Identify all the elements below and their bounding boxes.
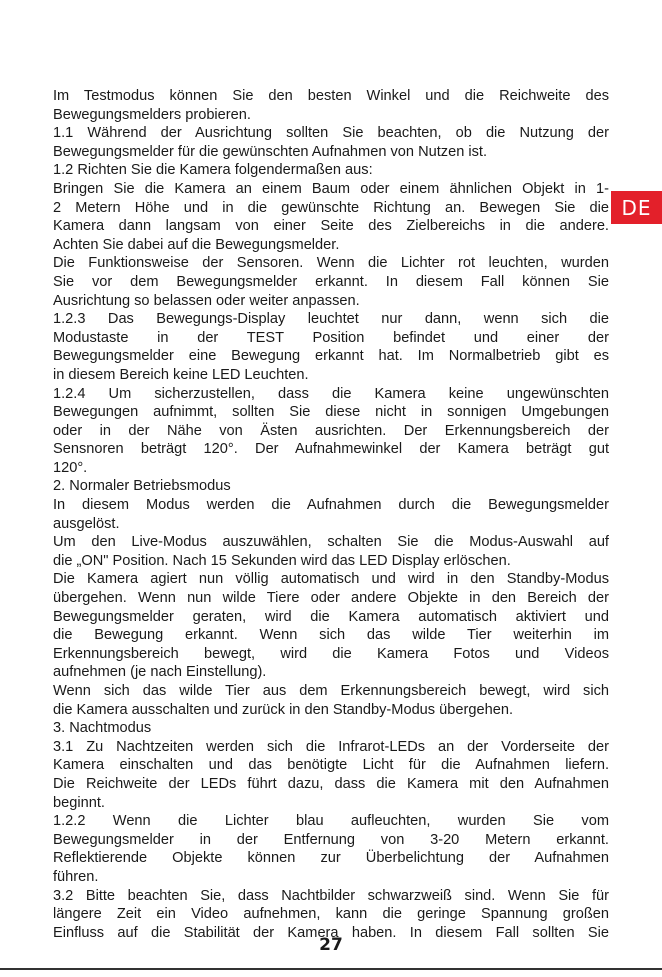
text-line: oder in der Nähe von Ästen ausrichten. Der Erkennungsbereich der xyxy=(53,422,609,439)
text-line: ausgelöst. xyxy=(53,515,120,532)
text-line: aufnehmen (je nach Einstellung). xyxy=(53,664,267,681)
language-tab: DE xyxy=(611,191,662,224)
text-line: Bringen Sie die Kamera an einem Baum oder einem ähnlichen Objekt in 1- xyxy=(53,180,609,197)
text-line: In diesem Modus werden die Aufnahmen durch die Bewegungsmelder xyxy=(53,497,609,514)
text-line: 3.2 Bitte beachten Sie, dass Nachtbilder schwarzweiß sind. Wenn Sie für xyxy=(53,887,609,904)
text-line: Modustaste in der TEST Position befindet und einer der xyxy=(53,329,609,346)
text-line: 1.2 Richten Sie die Kamera folgendermaßen aus: xyxy=(53,162,373,179)
text-line: 1.2.3 Das Bewegungs-Display leuchtet nur dann, wenn sich die xyxy=(53,311,609,328)
text-line: in diesem Bereich keine LED Leuchten. xyxy=(53,366,309,383)
text-line: Um den Live-Modus auszuwählen, schalten Sie die Modus-Auswahl auf xyxy=(53,534,609,551)
text-line: Erkennungsbereich bewegt, wird die Kamera Fotos und Videos xyxy=(53,645,609,662)
text-line: 2. Normaler Betriebsmodus xyxy=(53,478,231,495)
text-line: Achten Sie dabei auf die Bewegungsmelder. xyxy=(53,236,340,253)
body-text xyxy=(53,87,609,942)
text-line: die „ON" Position. Nach 15 Sekunden wird das LED Display erlöschen. xyxy=(53,552,511,569)
text-line: Die Reichweite der LEDs führt dazu, dass die Kamera mit den Aufnahmen xyxy=(53,775,609,792)
text-line: Bewegungsmelder geraten, wird die Kamera automatisch aktiviert und xyxy=(53,608,609,625)
text-line: Bewegungen aufnimmt, sollten Sie diese nicht in sonnigen Umgebungen xyxy=(53,404,609,421)
text-line: 120°. xyxy=(53,459,88,476)
text-line: längere Zeit ein Video aufnehmen, kann die geringe Spannung großen xyxy=(53,906,609,923)
text-line: Die Kamera agiert nun völlig automatisch und wird in den Standby-Modus xyxy=(53,571,609,588)
text-line: Sensnoren beträgt 120°. Der Aufnahmewinkel der Kamera beträgt gut xyxy=(53,441,609,458)
text-line: 3. Nachtmodus xyxy=(53,720,152,737)
text-line: Einfluss auf die Stabilität der Kamera haben. In diesem Fall sollten Sie xyxy=(53,924,609,941)
text-line: 1.2.4 Um sicherzustellen, dass die Kamera keine ungewünschten xyxy=(53,385,609,402)
text-line: Sie vor dem Bewegungsmelder erkannt. In diesem Fall können Sie xyxy=(53,273,609,290)
footer-rule xyxy=(0,968,662,970)
text-line: Bewegungsmelder für die gewünschten Aufnahmen von Nutzen ist. xyxy=(53,143,488,160)
text-line: Ausrichtung so belassen oder weiter anpassen. xyxy=(53,292,360,309)
text-line: die Kamera ausschalten und zurück in den Standby-Modus übergehen. xyxy=(53,701,513,718)
text-line: 3.1 Zu Nachtzeiten werden sich die Infrarot-LEDs an der Vorderseite der xyxy=(53,738,609,755)
text-line: Bewegungsmelder in der Entfernung von 3-20 Metern erkannt. xyxy=(53,831,609,848)
text-line: Wenn sich das wilde Tier aus dem Erkennungsbereich bewegt, wird sich xyxy=(53,683,609,699)
text-line: 1.2.2 Wenn die Lichter blau aufleuchten, wurden Sie vom xyxy=(53,813,609,830)
text-line: Kamera dann langsam von einer Seite des Zielbereichs in die andere. xyxy=(53,218,609,235)
text-line: Reflektierende Objekte können zur Überbelichtung der Aufnahmen xyxy=(53,850,609,867)
text-line: 1.1 Während der Ausrichtung sollten Sie beachten, ob die Nutzung der xyxy=(53,125,609,142)
text-line: Die Funktionsweise der Sensoren. Wenn die Lichter rot leuchten, wurden xyxy=(53,255,609,272)
text-line: Im Testmodus können Sie den besten Winkel und die Reichweite des xyxy=(53,88,609,104)
text-line: die Bewegung erkannt. Wenn sich das wilde Tier weiterhin im xyxy=(53,627,609,644)
text-line: Bewegungsmelder eine Bewegung erkannt hat. Im Normalbetrieb gibt es xyxy=(53,348,609,365)
text-line: Kamera einschalten und das benötigte Licht für die Aufnahmen liefern. xyxy=(53,757,609,774)
text-line: übergehen. Wenn nun wilde Tiere oder andere Objekte in den Bereich der xyxy=(53,590,609,607)
text-line: beginnt. xyxy=(53,794,105,811)
text-line: 2 Metern Höhe und in die gewünschte Richtung an. Bewegen Sie die xyxy=(53,199,609,216)
text-line: Bewegungsmelders probieren. xyxy=(53,106,251,123)
text-line: führen. xyxy=(53,868,99,885)
page-number: 27 xyxy=(319,935,343,955)
